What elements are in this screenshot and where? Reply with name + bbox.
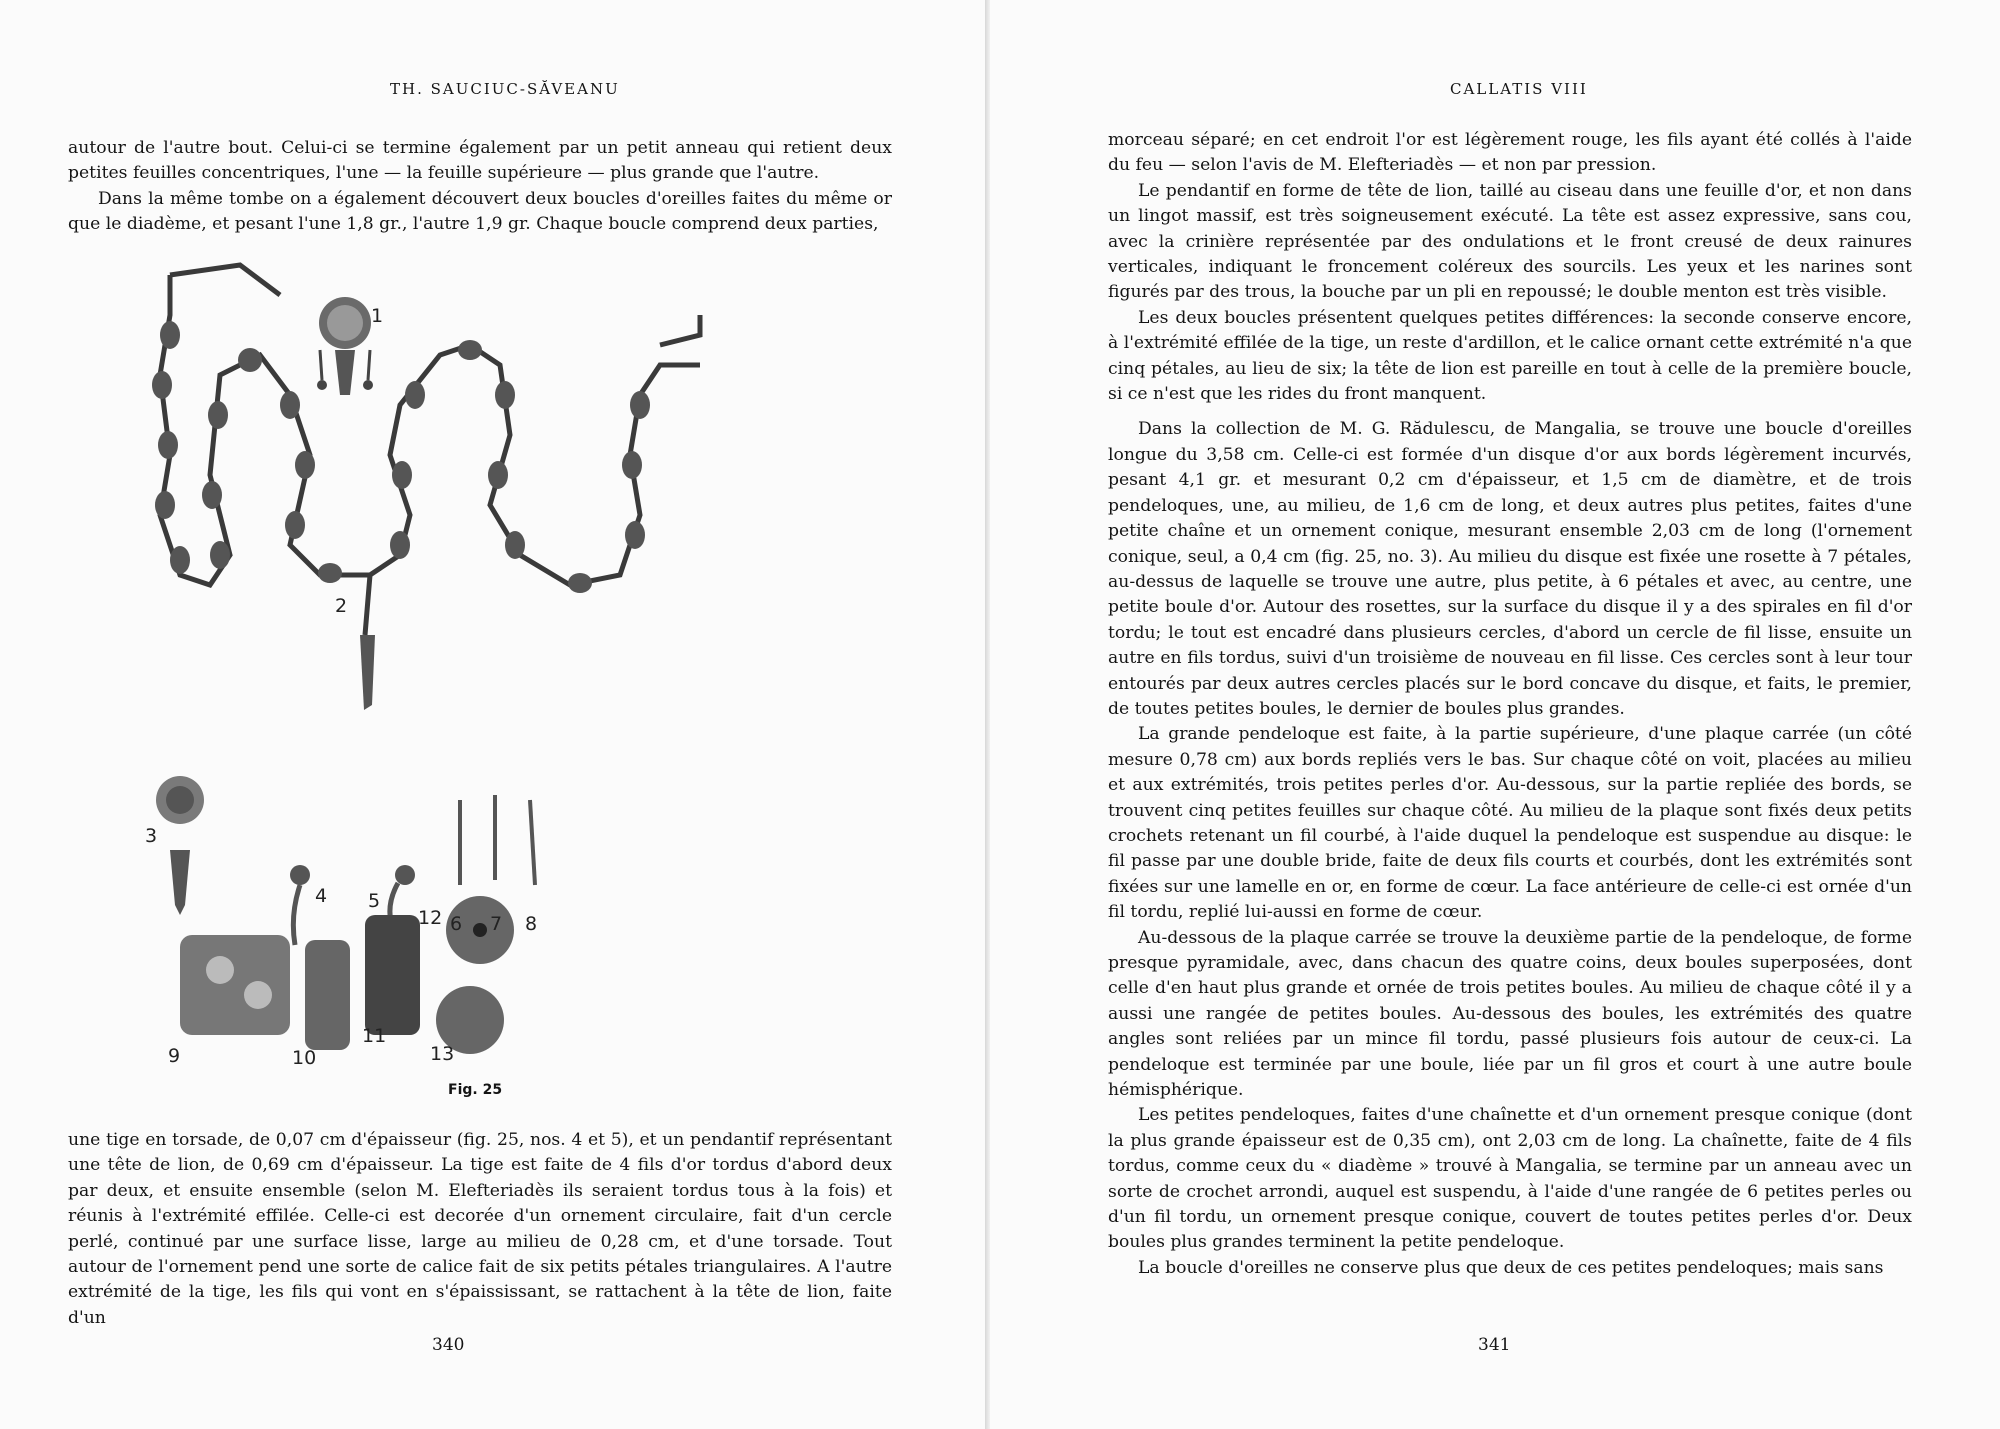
left-top-text (68, 136, 892, 238)
glass-bead-9 (180, 935, 290, 1035)
fig-label-11: 11 (362, 1025, 387, 1047)
necklace-pendant (360, 635, 375, 710)
paragraph: La boucle d'oreilles ne conserve plus que deux de ces petites pendeloques; mais sans (1138, 1257, 1884, 1278)
paragraph: morceau séparé; en cet endroit l'or est légèrement rouge, les fils ayant été collés à l'aide du feu — selon l'avis de M. Elefteriadès — et non par pression. (1108, 130, 1912, 176)
paragraph: Au-dessous de la plaque carrée se trouve la deuxième partie de la pendeloque, de forme presque pyramidale, avec, dans chacun des quatre coins, deux boules superposées, dont celle d'en haut plus grande et ornée de trois petites boules. Au milieu de chaque côté il y a aussi une rangée de petites boules. Au-dessous des boules, les extrémités des quatre angles sont reliées par un mince fil tordu, passé plusieurs fois autour de ceux-ci. La pendeloque est terminée par une boule, liée par un fil gros et court à une autre boule hémisphérique. (1108, 927, 1912, 1101)
lion-earring-4 (290, 865, 310, 945)
paragraph: autour de l'autre bout. Celui-ci se termine également par un petit anneau qui retient deux petites feuilles concentriques, l'une — la feuille supérieure — plus grande que l'autre. (68, 138, 892, 184)
fig-label-9: 9 (168, 1045, 181, 1067)
left-bottom-text (68, 1128, 892, 1331)
fig-label-5: 5 (368, 890, 381, 912)
paragraph: La grande pendeloque est faite, à la partie supérieure, d'une plaque carrée (un côté mesure 0,78 cm) aux bords repliés vers le bas. Sur chaque côté on voit, placées au milieu et aux extrémités, trois petites perles d'or. Au-dessous, sur la partie repliée des bords, se trouvent cinq petites feuilles sur chaque côté. Au milieu de la plaque sont fixés deux petits crochets retenant un fil courbé, à l'aide duquel la pendeloque est suspendue au disque: le fil passe par une double bride, faite de deux fils courts et courbés, dont les extrémités sont fixées sur une lamelle en or, en forme de cœur. La face antérieure de celle-ci est ornée d'un fil tordu, replié lui-aussi en forme de cœur. (1108, 724, 1912, 923)
paragraph: Les deux boucles présentent quelques petites différences: la seconde conserve encore, à l'extrémité effilée de la tige, un reste d'ardillon, et le calice ornant cette extrémité n'a que cinq pétales, au lieu de six; la tête de lion est pareille en tout à celle de la première boucle, si ce n'est que les rides du front manquent. (1108, 307, 1912, 405)
figure-caption: Fig. 25 (448, 1082, 503, 1098)
paragraph: Dans la collection de M. G. Rădulescu, de Mangalia, se trouve une boucle d'oreilles longue du 3,58 cm. Celle-ci est formée d'un disque d'or aux bords légèrement incurvés, pesant 4,1 gr. et mesurant 0,2 cm d'épaisseur, et 1,5 cm de diamètre, et de trois pendeloques, une, au milieu, de 1,6 cm de long, et deux autres plus petites, faites d'une petite chaîne et un ornement conique, mesurant ensemble 2,03 cm de long (l'ornement conique, seul, a 0,4 cm (fig. 25, no. 3). Au milieu du disque est fixée une rosette à 7 pétales, au-dessus de laquelle se trouve une autre, plus petite, à 6 pétales et avec, au centre, une petite boule d'or. Autour des rosettes, sur la surface du disque il y a des spirales en fil d'or tordu; le tout est encadré dans plusieurs cercles, d'abord un cercle de fil lisse, ensuite un autre en fils tordus, suivi d'un troisième de nouveau en fil lisse. Ces cercles sont à leur tour entourés par deux autres cercles placés sur le bord concave du disque, et faits, le premier, de toutes petites boules, le dernier de boules plus grandes. (1108, 419, 1912, 719)
fig-label-8: 8 (525, 913, 538, 935)
jewelry-plate (140, 255, 900, 1090)
fig-label-6: 6 (450, 913, 463, 935)
disc-earring (156, 776, 204, 824)
running-head-right: CALLATIS VIII (1450, 80, 1588, 98)
necklace-chain (160, 265, 700, 635)
left-page (0, 0, 990, 1429)
paragraph: Dans la même tombe on a également découvert deux boucles d'oreilles faites du même or que le diadème, et pesant l'une 1,8 gr., l'autre 1,9 gr. Chaque boucle comprend deux parties, (68, 188, 892, 235)
running-head-left: TH. SAUCIUC-SĂVEANU (390, 80, 620, 98)
right-page (990, 0, 2000, 1429)
right-text (1108, 128, 1912, 1281)
conical-pendant (170, 850, 190, 915)
page-number-right: 341 (1478, 1335, 1511, 1355)
fig-label-1: 1 (371, 305, 384, 327)
bead-10 (305, 940, 350, 1050)
fig-label-10: 10 (292, 1047, 317, 1069)
bead-11 (365, 915, 420, 1035)
fig-label-12: 12 (418, 907, 443, 929)
fig-label-2: 2 (335, 595, 348, 617)
fig-label-4: 4 (315, 885, 328, 907)
medallion-earring (317, 297, 373, 395)
fig-label-7: 7 (490, 913, 503, 935)
paragraph: une tige en torsade, de 0,07 cm d'épaisseur (fig. 25, nos. 4 et 5), et un pendantif représentant une tête de lion, de 0,69 cm d'épaisseur. La tige est faite de 4 fils d'or tordus d'abord deux par deux, et ensuite ensemble (selon M. Elefteriadès ils seraient tordus tous à la fois) et réunis à l'extrémité effilée. Celle-ci est decorée d'un ornement circulaire, fait d'un cercle perlé, continué par une surface lisse, large au milieu de 0,28 cm, et d'une torsade. Tout autour de l'ornement pend une sorte de calice fait de six petits pétales triangulaires. A l'autre extrémité de la tige, les fils qui vont en s'épaississant, se rattachent à la tête de lion, faite d'un (68, 1130, 892, 1328)
page-number-left: 340 (432, 1335, 465, 1355)
pins (460, 795, 535, 885)
fig-label-3: 3 (145, 825, 158, 847)
paragraph: Le pendantif en forme de tête de lion, taillé au ciseau dans une feuille d'or, et non dans un lingot massif, est très soigneusement exécuté. La tête est assez expressive, sans cou, avec la crinière représentée par des ondulations et le front creusé de deux rainures verticales, indiquant le froncement coléreux des sourcils. Les yeux et les narines sont figurés par des trous, la bouche par un pli en repoussé; le double menton est très visible. (1108, 180, 1912, 303)
fig-label-13: 13 (430, 1043, 455, 1065)
paragraph: Les petites pendeloques, faites d'une chaînette et d'un ornement presque conique (dont la plus grande épaisseur est de 0,35 cm), ont 2,03 cm de long. La chaînette, faite de 4 fils tordus, comme ceux du « diadème » trouvé à Mangalia, se termine par un anneau avec un sorte de crochet arrondi, auquel est suspendu, à l'aide d'une rangée de 6 petites perles ou d'un fil tordu, un ornement presque conique, couvert de toutes petites perles d'or. Deux boules plus grandes terminent la petite pendeloque. (1108, 1105, 1912, 1253)
figure-25-photo (140, 255, 900, 1090)
necklace-beads (152, 321, 650, 593)
